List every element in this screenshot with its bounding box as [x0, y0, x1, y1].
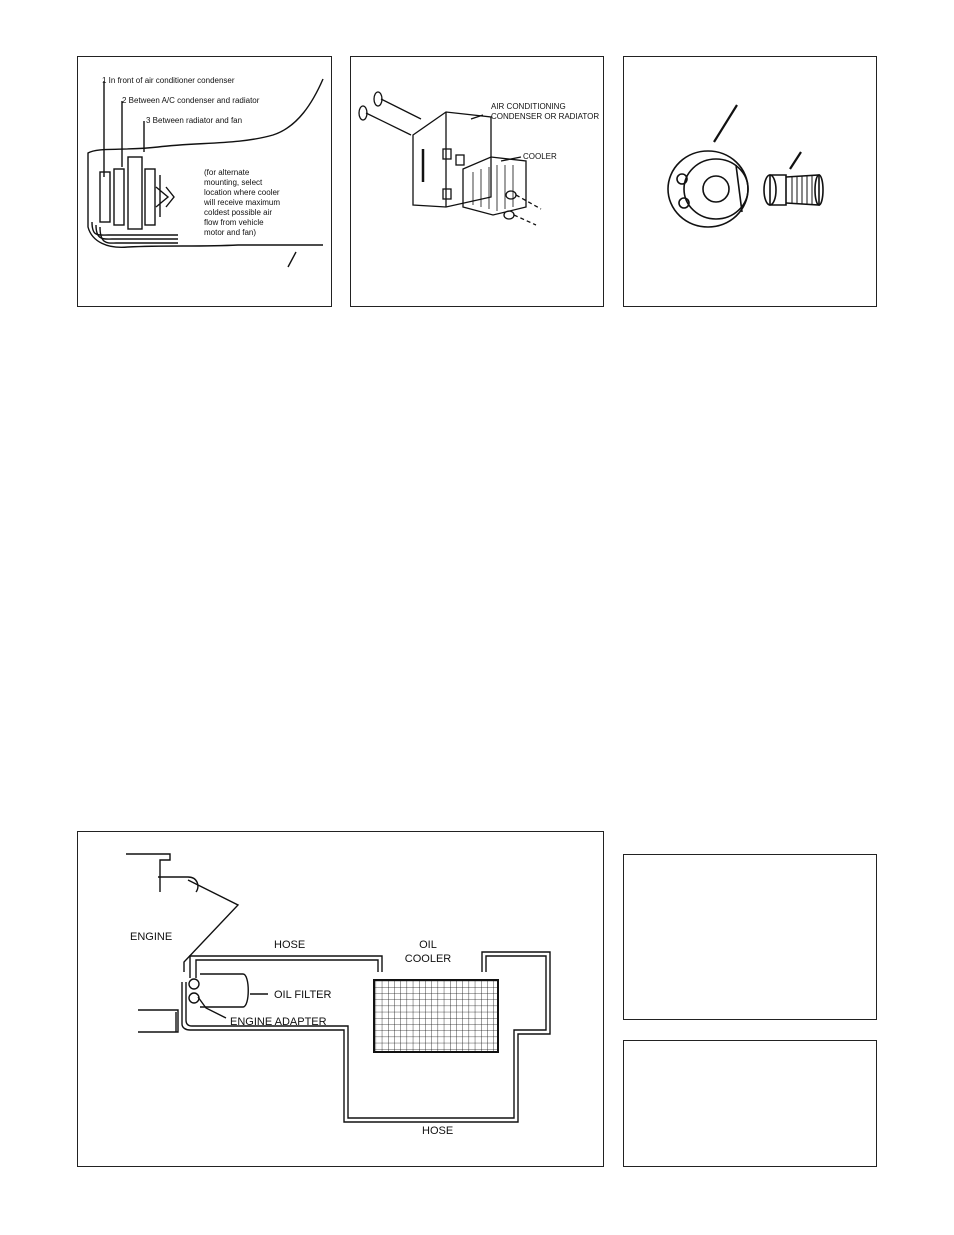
figure-adapter-fitting: [623, 56, 877, 307]
location-2-text: 2 Between A/C condenser and radiator: [122, 96, 260, 105]
oil-cooler-core: [374, 980, 498, 1052]
empty-box-upper: [623, 854, 877, 1020]
threaded-fitting-icon: [764, 175, 823, 205]
svg-text:flow from vehicle: flow from vehicle: [204, 218, 264, 227]
bolt-head-icon: [359, 106, 367, 120]
svg-text:will receive maximum: will receive maximum: [204, 198, 281, 207]
cooler-label: COOLER: [523, 152, 557, 161]
alternate-mounting-note: [203, 168, 280, 237]
location-1-text: 1 In front of air conditioner condenser: [102, 76, 235, 85]
engine-adapter-icon: [189, 979, 199, 989]
mounting-hardware-drawing: [351, 57, 603, 306]
hose-top-label: HOSE: [274, 939, 306, 951]
bolt-head-icon: [374, 92, 382, 106]
figure-oil-cooler-plumbing: [77, 831, 604, 1167]
svg-text:(for alternate: (for alternate: [204, 168, 250, 177]
svg-text:mounting, select: mounting, select: [204, 178, 263, 187]
hose-bottom-label: HOSE: [422, 1125, 454, 1137]
hose-top: [190, 956, 382, 978]
oil-cooler-label-line2: COOLER: [404, 953, 452, 965]
condenser-label-line2: CONDENSER OR RADIATOR: [491, 112, 600, 121]
condenser-label-line1: AIR CONDITIONING: [491, 102, 566, 111]
cooler-block: [463, 157, 526, 215]
svg-text:motor and fan): motor and fan): [204, 228, 257, 237]
figure-mounting-locations: [77, 56, 332, 307]
location-3-text: 3 Between radiator and fan: [146, 116, 243, 125]
oil-filter-icon: [200, 974, 248, 1007]
fan-icon: [156, 175, 174, 217]
oil-cooler-label-line1: OIL: [419, 939, 437, 951]
engine-label: ENGINE: [130, 931, 173, 943]
oil-cooler-plumbing-drawing: [78, 832, 603, 1166]
engine-outline: [126, 854, 170, 892]
svg-text:coldest possible air: coldest possible air: [204, 208, 273, 217]
oil-filter-label: OIL FILTER: [274, 989, 332, 1001]
empty-box-lower: [623, 1040, 877, 1167]
engine-adapter-label: ENGINE ADAPTER: [230, 1016, 327, 1028]
adapter-fitting-drawing: [624, 57, 876, 306]
mounting-locations-drawing: [78, 57, 331, 306]
figure-mounting-hardware: [350, 56, 604, 307]
svg-text:location where cooler: location where cooler: [204, 188, 280, 197]
engine-adapter-icon: [668, 151, 748, 227]
condenser-block: [413, 112, 491, 207]
